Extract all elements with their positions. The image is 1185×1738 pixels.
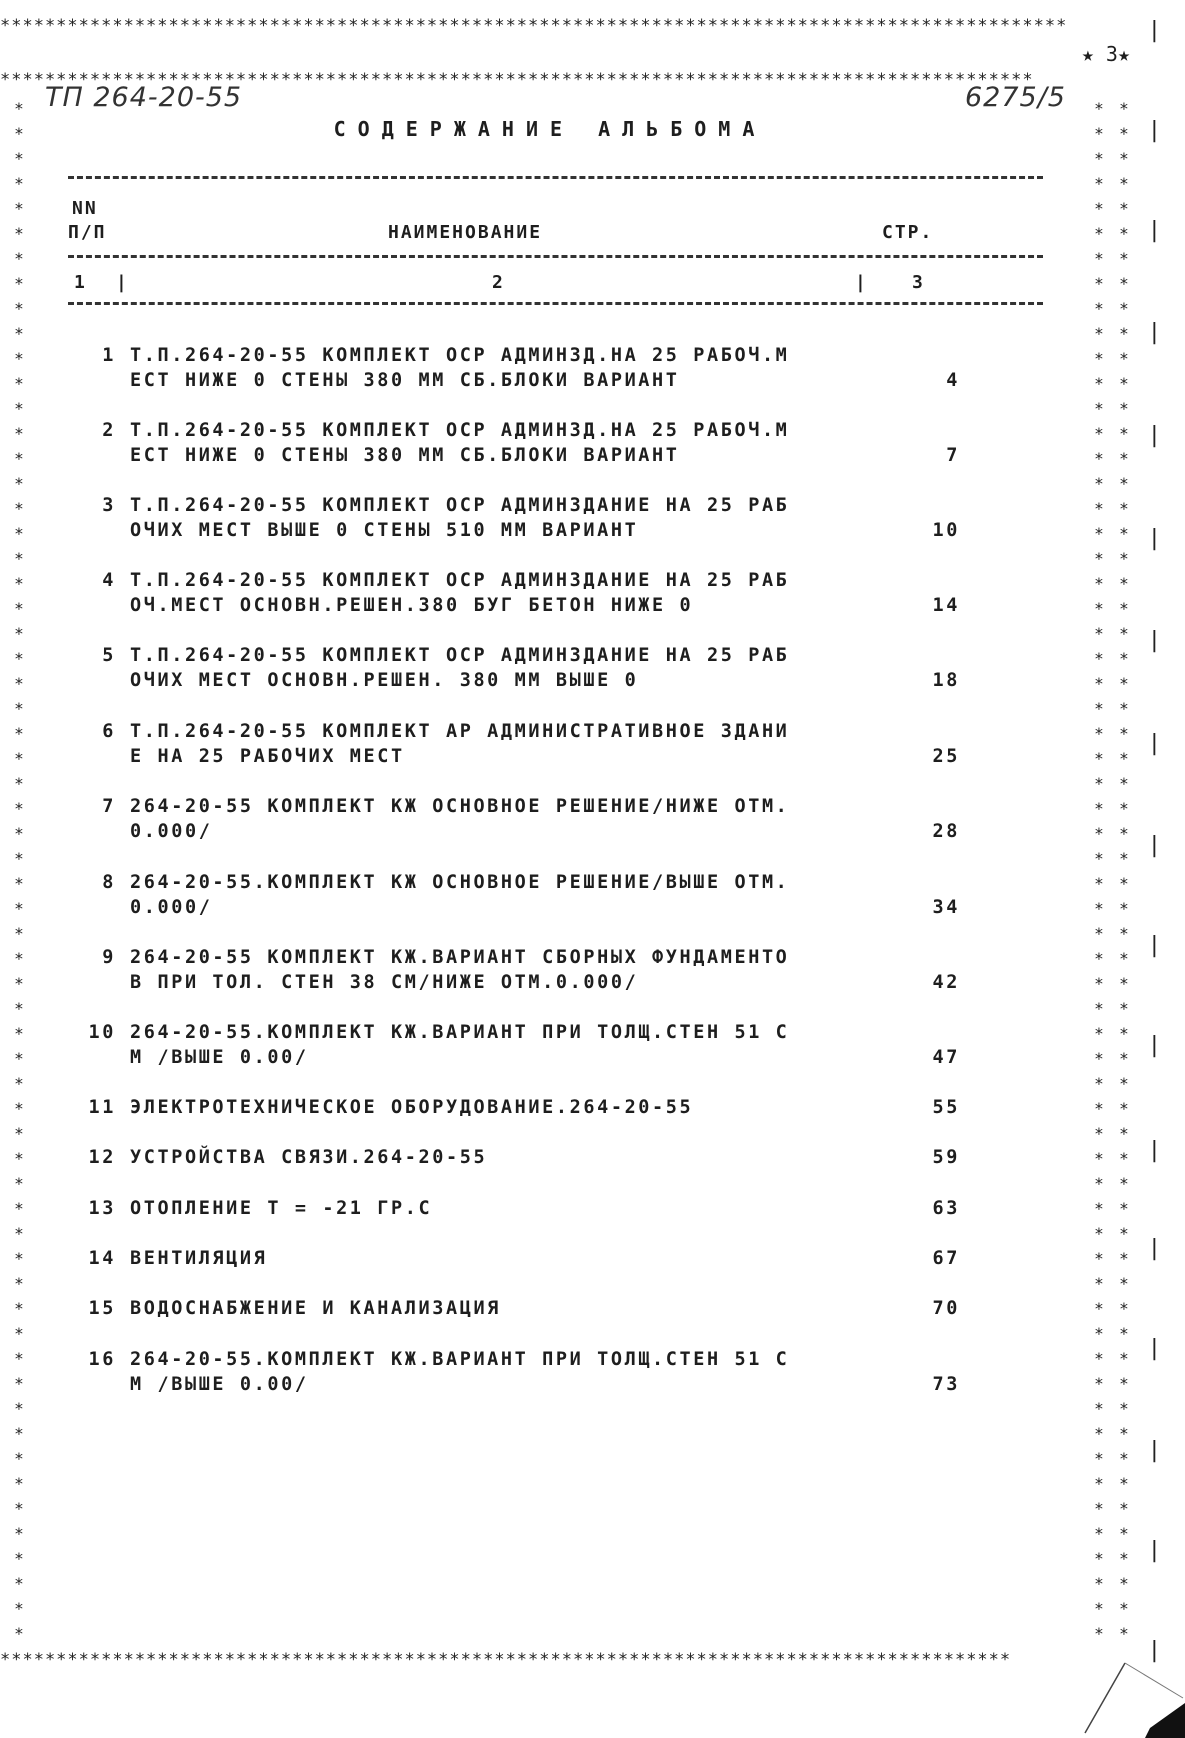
- entry-title-line2: ЕСТ НИЖЕ 0 СТЕНЫ 380 ММ СБ.БЛОКИ ВАРИАНТ: [130, 370, 680, 391]
- col-sep-2: |: [855, 272, 868, 293]
- col1-label-bottom: П/П: [68, 222, 107, 243]
- list-item: [80, 1097, 1040, 1122]
- entry-title-line1: 264-20-55 КОМПЛЕКТ КЖ ОСНОВНОЕ РЕШЕНИЕ/НИЖЕ ОТМ.: [130, 796, 790, 817]
- entry-number: 3: [102, 495, 116, 516]
- header-divider-bottom: [68, 302, 1043, 305]
- margin-bar-mark: |: [1147, 833, 1161, 858]
- list-item: [80, 1022, 1040, 1072]
- left-star-column: * * * * * * * * * * * * * * * * * * * * * * * * * * * * * * * * * * * * * * * * * * * * * * * * * * * * * * * * * * * * * *: [14, 99, 24, 1643]
- entry-number: 6: [102, 721, 116, 742]
- right-star-column-1: * * * * * * * * * * * * * * * * * * * * * * * * * * * * * * * * * * * * * * * * * * * * * * * * * * * * * * * * * * * * * *: [1094, 99, 1104, 1643]
- entry-page: 42: [932, 972, 960, 993]
- entry-number: 2: [102, 420, 116, 441]
- entry-title-line1: Т.П.264-20-55 КОМПЛЕКТ АР АДМИНИСТРАТИВНОЕ ЗДАНИ: [130, 721, 790, 742]
- entry-number: 4: [102, 570, 116, 591]
- entry-title-line1: Т.П.264-20-55 КОМПЛЕКТ ОСР АДМИНЗД.НА 25 РАБОЧ.М: [130, 345, 790, 366]
- entry-title-line1: УСТРОЙСТВА СВЯЗИ.264-20-55: [130, 1147, 488, 1168]
- list-item: [80, 1349, 1040, 1399]
- entry-title-line1: 264-20-55 КОМПЛЕКТ КЖ.ВАРИАНТ СБОРНЫХ ФУНДАМЕНТО: [130, 947, 790, 968]
- col3-label: СТР.: [882, 222, 934, 243]
- entry-page: 70: [932, 1298, 960, 1319]
- margin-bar-mark: |: [1147, 1638, 1161, 1663]
- top-star-border: ***********************************************************************************************: [0, 18, 1068, 35]
- list-item: [80, 1147, 1040, 1172]
- entry-title-line2: Е НА 25 РАБОЧИХ МЕСТ: [130, 746, 405, 767]
- list-item: [80, 570, 1040, 620]
- entry-page: 25: [932, 746, 960, 767]
- entry-title-line1: ВЕНТИЛЯЦИЯ: [130, 1248, 268, 1269]
- margin-bar-mark: |: [1147, 933, 1161, 958]
- entry-number: 7: [102, 796, 116, 817]
- col2-number: 2: [492, 272, 505, 293]
- entry-page: 10: [932, 520, 960, 541]
- col3-number: 3: [912, 272, 925, 293]
- entry-page: 14: [932, 595, 960, 616]
- entry-title-line1: 264-20-55.КОМПЛЕКТ КЖ.ВАРИАНТ ПРИ ТОЛЩ.СТЕН 51 С: [130, 1349, 790, 1370]
- handwritten-doc-number: 6275/5: [965, 82, 1066, 113]
- entry-title-line2: ОЧИХ МЕСТ ОСНОВН.РЕШЕН. 380 ММ ВЫШЕ 0: [130, 670, 639, 691]
- entry-number: 15: [88, 1298, 116, 1319]
- margin-bar-mark: |: [1147, 18, 1161, 43]
- col-sep-1: |: [116, 272, 129, 293]
- margin-bar-mark: |: [1147, 628, 1161, 653]
- entry-page: 7: [946, 445, 960, 466]
- margin-bar-mark: |: [1147, 526, 1161, 551]
- entry-title-line1: Т.П.264-20-55 КОМПЛЕКТ ОСР АДМИНЗДАНИЕ НА 25 РАБ: [130, 570, 790, 591]
- margin-bar-mark: |: [1147, 1538, 1161, 1563]
- entry-page: 47: [932, 1047, 960, 1068]
- entry-number: 1: [102, 345, 116, 366]
- entry-number: 5: [102, 645, 116, 666]
- header-divider-top: [68, 176, 1043, 179]
- entry-title-line1: Т.П.264-20-55 КОМПЛЕКТ ОСР АДМИНЗДАНИЕ НА 25 РАБ: [130, 645, 790, 666]
- entry-page: 55: [932, 1097, 960, 1118]
- page-title: СОДЕРЖАНИЕ АЛЬБОМА: [333, 117, 767, 141]
- entry-title-line1: ВОДОСНАБЖЕНИЕ И КАНАЛИЗАЦИЯ: [130, 1298, 501, 1319]
- entry-page: 63: [932, 1198, 960, 1219]
- entry-title-line1: ОТОПЛЕНИЕ Т = -21 ГР.С: [130, 1198, 433, 1219]
- list-item: [80, 796, 1040, 846]
- entry-page: 34: [932, 897, 960, 918]
- entry-title-line1: 264-20-55.КОМПЛЕКТ КЖ.ВАРИАНТ ПРИ ТОЛЩ.СТЕН 51 С: [130, 1022, 790, 1043]
- list-item: [80, 345, 1040, 395]
- entry-title-line2: 0.000/: [130, 821, 213, 842]
- margin-bar-mark: |: [1147, 320, 1161, 345]
- entry-number: 12: [88, 1147, 116, 1168]
- page-number: ★ 3★: [1081, 42, 1130, 66]
- entry-page: 59: [932, 1147, 960, 1168]
- entry-number: 13: [88, 1198, 116, 1219]
- entry-title-line2: ЕСТ НИЖЕ 0 СТЕНЫ 380 ММ СБ.БЛОКИ ВАРИАНТ: [130, 445, 680, 466]
- entry-number: 10: [88, 1022, 116, 1043]
- margin-bar-mark: |: [1147, 1336, 1161, 1361]
- entry-number: 8: [102, 872, 116, 893]
- list-item: [80, 1198, 1040, 1223]
- entry-page: 4: [946, 370, 960, 391]
- entry-number: 16: [88, 1349, 116, 1370]
- margin-bar-mark: |: [1147, 1138, 1161, 1163]
- list-item: [80, 1298, 1040, 1323]
- col2-label: НАИМЕНОВАНИЕ: [388, 222, 543, 243]
- margin-bar-mark: |: [1147, 1438, 1161, 1463]
- entry-page: 18: [932, 670, 960, 691]
- margin-bar-mark: |: [1147, 423, 1161, 448]
- col1-number: 1: [74, 272, 87, 293]
- entry-title-line1: Т.П.264-20-55 КОМПЛЕКТ ОСР АДМИНЗДАНИЕ НА 25 РАБ: [130, 495, 790, 516]
- entry-number: 14: [88, 1248, 116, 1269]
- entry-number: 9: [102, 947, 116, 968]
- margin-bar-mark: |: [1147, 1236, 1161, 1261]
- entry-title-line2: М /ВЫШЕ 0.00/: [130, 1374, 309, 1395]
- inner-top-star-border: ********************************************************************************************: [0, 72, 1034, 89]
- entry-title-line2: В ПРИ ТОЛ. СТЕН 38 СМ/НИЖЕ ОТМ.0.000/: [130, 972, 639, 993]
- right-star-column-2: * * * * * * * * * * * * * * * * * * * * * * * * * * * * * * * * * * * * * * * * * * * * * * * * * * * * * * * * * * * * * *: [1119, 99, 1129, 1643]
- entry-page: 67: [932, 1248, 960, 1269]
- list-item: [80, 495, 1040, 545]
- entry-page: 73: [932, 1374, 960, 1395]
- margin-bar-mark: |: [1147, 218, 1161, 243]
- list-item: [80, 721, 1040, 771]
- entry-number: 11: [88, 1097, 116, 1118]
- list-item: [80, 947, 1040, 997]
- entry-page: 28: [932, 821, 960, 842]
- header-divider-mid: [68, 255, 1043, 258]
- entry-title-line2: 0.000/: [130, 897, 213, 918]
- handwritten-doc-code: ТП 264-20-55: [45, 82, 243, 113]
- entry-title-line2: ОЧИХ МЕСТ ВЫШЕ 0 СТЕНЫ 510 ММ ВАРИАНТ: [130, 520, 639, 541]
- margin-bar-mark: |: [1147, 118, 1161, 143]
- margin-bar-mark: |: [1147, 1033, 1161, 1058]
- entry-title-line1: ЭЛЕКТРОТЕХНИЧЕСКОЕ ОБОРУДОВАНИЕ.264-20-55: [130, 1097, 694, 1118]
- list-item: [80, 1248, 1040, 1273]
- list-item: [80, 872, 1040, 922]
- list-item: [80, 420, 1040, 470]
- entry-title-line1: Т.П.264-20-55 КОМПЛЕКТ ОСР АДМИНЗД.НА 25 РАБОЧ.М: [130, 420, 790, 441]
- entry-title-line2: ОЧ.МЕСТ ОСНОВН.РЕШЕН.380 БУГ БЕТОН НИЖЕ 0: [130, 595, 694, 616]
- col1-label-top: NN: [72, 198, 98, 219]
- scan-corner-mark: [1025, 1618, 1185, 1738]
- bottom-star-border: ******************************************************************************************: [0, 1652, 1012, 1669]
- entry-title-line1: 264-20-55.КОМПЛЕКТ КЖ ОСНОВНОЕ РЕШЕНИЕ/ВЫШЕ ОТМ.: [130, 872, 790, 893]
- list-item: [80, 645, 1040, 695]
- margin-bar-mark: |: [1147, 731, 1161, 756]
- entry-title-line2: М /ВЫШЕ 0.00/: [130, 1047, 309, 1068]
